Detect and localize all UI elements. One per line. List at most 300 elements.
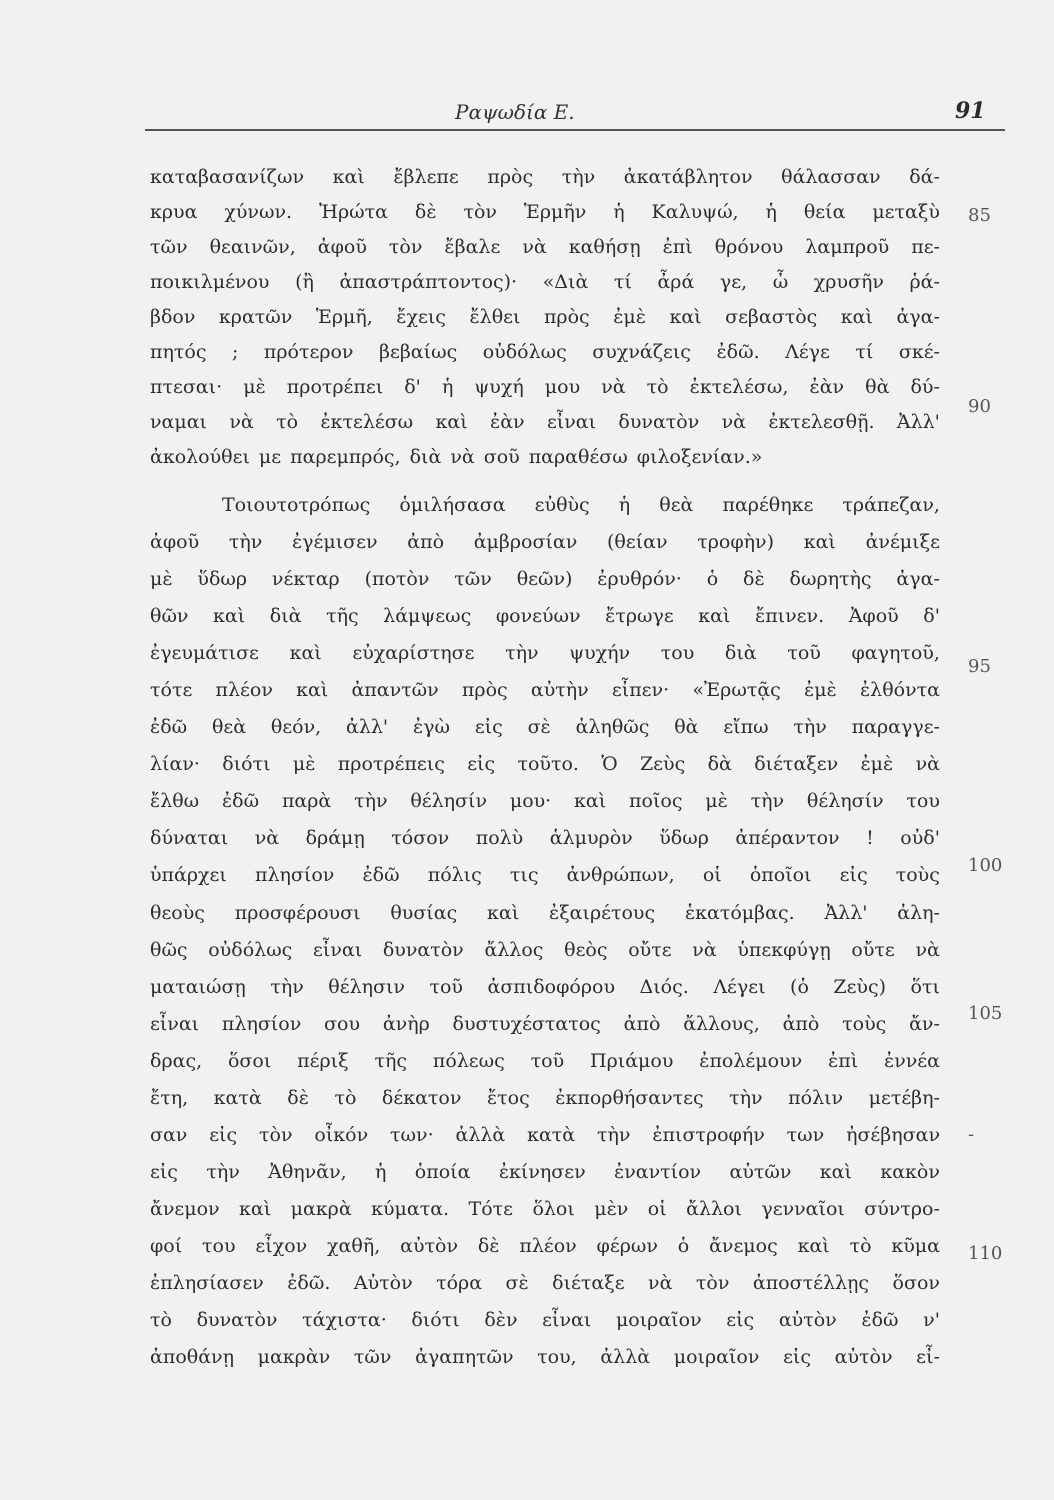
text-line <box>150 373 940 401</box>
word: κρυα <box>150 201 198 223</box>
word: σκέ- <box>898 341 940 363</box>
word: ἐναντίον <box>614 1161 702 1183</box>
word: ἐννέα <box>884 1050 940 1072</box>
word: θεία <box>803 201 846 223</box>
word: τόρα <box>436 1272 483 1294</box>
word: φαγητοῦ, <box>851 642 940 664</box>
word: αὐτὸν <box>400 1235 458 1257</box>
word: ἀλλ' <box>346 716 389 738</box>
word: θὰ <box>674 716 699 738</box>
word: ψυχήν <box>569 642 631 664</box>
word: καὶ <box>289 642 322 664</box>
word: τράπεζαν, <box>842 494 940 516</box>
word: εὐχαρίστησε <box>352 642 475 664</box>
word: ἔτος <box>486 1087 530 1109</box>
word: Αὐτὸν <box>353 1272 413 1294</box>
word: καὶ <box>213 605 246 627</box>
word: τῆς <box>326 605 359 627</box>
word: ψυχή <box>474 376 524 398</box>
word: ἐξαιρέτους <box>549 902 656 924</box>
word: φοί <box>150 1235 183 1257</box>
word: ἀπὸ <box>623 1013 661 1035</box>
text-line <box>150 303 940 331</box>
word: δυνατὸν <box>196 1309 278 1331</box>
word: θέλησίν <box>806 790 884 812</box>
word: διέταξεν <box>754 753 839 775</box>
word: Ἑρμῆν <box>523 201 587 223</box>
word: δὲ <box>477 1235 500 1257</box>
word: τὴν <box>729 1087 763 1109</box>
word: ἀπὸ <box>782 1013 820 1035</box>
word: πε- <box>911 236 940 258</box>
word: δ' <box>404 376 421 398</box>
word: ἀγαπητῶν <box>415 1346 514 1368</box>
word: ἀπέραντον <box>735 827 840 849</box>
word: ὁποία <box>414 1161 471 1183</box>
word: ἐπὶ <box>828 1050 859 1072</box>
text-line <box>150 639 940 667</box>
word: τάχιστα· <box>302 1309 387 1331</box>
word: ὑπάρχει <box>150 864 227 886</box>
word: εὐθὺς <box>534 494 590 516</box>
word: ἔβαλε <box>444 236 501 258</box>
word: εἶ- <box>916 1346 940 1368</box>
word: μὲν <box>594 1198 629 1220</box>
text-line <box>150 565 940 593</box>
word: τὸ <box>276 411 299 433</box>
word: τὴν <box>505 642 539 664</box>
word: ἀνθρώπων, <box>566 864 675 886</box>
text-line <box>150 1269 940 1297</box>
word: ὅτι <box>910 976 940 998</box>
word: πτεσαι· <box>150 376 223 398</box>
word: εἶναι <box>542 1309 592 1331</box>
word: θεόν, <box>270 716 322 738</box>
word: καὶ <box>574 790 607 812</box>
word: του <box>202 1235 236 1257</box>
word: αὐτῶν <box>729 1161 792 1183</box>
word: τὴν <box>206 1161 240 1183</box>
word: δυνατὸν <box>382 939 464 961</box>
word: μετέβη- <box>868 1087 940 1109</box>
word: καὶ <box>669 306 702 328</box>
word: δ' <box>923 605 940 627</box>
word: σὲ <box>527 716 551 738</box>
word: τὸν <box>463 201 497 223</box>
text-line <box>150 750 940 778</box>
word: πρότερον <box>263 341 354 363</box>
text-line <box>150 163 940 191</box>
running-header-title: Ραψωδία Ε. <box>455 100 575 124</box>
word: ἐγέμισεν <box>291 531 378 553</box>
word: δυστυχέστατος <box>452 1013 601 1035</box>
word: τὴν <box>597 1124 631 1146</box>
word: πλησίον <box>254 864 335 886</box>
word: ἐπλησίασεν <box>150 1272 264 1294</box>
word: εἶχον <box>255 1235 308 1257</box>
text-line <box>150 1158 940 1186</box>
word: νὰ <box>692 939 717 961</box>
word: θρόνου <box>714 236 784 258</box>
word: παραθέσω <box>528 446 628 468</box>
word: σου <box>324 1013 361 1035</box>
word: τί <box>613 271 632 293</box>
word: καὶ <box>332 166 365 188</box>
word: μακρὰν <box>257 1346 331 1368</box>
word: εἰς <box>839 864 868 886</box>
word: παραγγε- <box>851 716 940 738</box>
word: με <box>258 446 282 468</box>
word: σύντρο- <box>864 1198 940 1220</box>
text-line <box>150 676 940 704</box>
word: σοῦ <box>483 446 520 468</box>
word: χρυσῆν <box>813 271 884 293</box>
word: Ἀλλ' <box>896 411 940 433</box>
word: ἔπινεν. <box>755 605 825 627</box>
word: νὰ <box>522 236 547 258</box>
word: ἄνεμον <box>150 1198 220 1220</box>
word: ἀκατάβλητον <box>623 166 753 188</box>
text-line <box>150 1232 940 1260</box>
word: πόλεως <box>432 1050 505 1072</box>
word: κατὰ <box>527 1124 576 1146</box>
word: διὰ <box>409 446 442 468</box>
word: ἡ <box>375 1161 387 1183</box>
word: ἔλθει <box>469 306 521 328</box>
word: θεὰ <box>659 494 694 516</box>
word: ὕδωρ <box>659 827 709 849</box>
word: τὴν <box>793 716 827 738</box>
word: κακὸν <box>880 1161 940 1183</box>
word: ἁλμυρὸν <box>549 827 633 849</box>
text-line <box>150 408 940 436</box>
word: ἐὰν <box>490 411 525 433</box>
line-number: 90 <box>968 396 991 417</box>
word: τὴν <box>270 976 304 998</box>
text-line <box>150 973 940 1001</box>
word: ὁ <box>677 1235 690 1257</box>
word: ποικιλμένου <box>150 271 270 293</box>
word: Ἑρμῆ, <box>315 306 373 328</box>
word: ἄλλοι <box>686 1198 742 1220</box>
word: ἑκατόμβας. <box>684 902 795 924</box>
word: καὶ <box>296 679 329 701</box>
word: του <box>660 642 695 664</box>
text-line <box>150 1343 940 1371</box>
word: δυνατὸν <box>618 411 700 433</box>
word: (ἢ <box>295 271 314 293</box>
word: ἡ <box>441 376 454 398</box>
word: καθήσῃ <box>568 236 641 258</box>
word: εἴπω <box>723 716 769 738</box>
word: θὰ <box>865 376 890 398</box>
word: καὶ <box>698 605 731 627</box>
text-line <box>150 1121 940 1149</box>
word: ἐδῶ. <box>716 341 760 363</box>
word: θεὰ <box>211 716 247 738</box>
word: διὰ <box>724 642 757 664</box>
word: οὔτε <box>851 939 895 961</box>
text-line <box>150 198 940 226</box>
word: Ζεὺς <box>639 753 686 775</box>
word: μου· <box>509 790 552 812</box>
word: δρας, <box>150 1050 203 1072</box>
word: ἀφοῦ <box>317 236 367 258</box>
word: προτρέπει <box>286 376 384 398</box>
word: μοιραῖον <box>615 1309 702 1331</box>
word: πλέον <box>215 679 273 701</box>
word: τοῦτο. <box>517 753 579 775</box>
word: Ἀφοῦ <box>848 605 899 627</box>
word: ἔτη, <box>150 1087 189 1109</box>
text-line <box>150 233 940 261</box>
word: ἔλθω <box>150 790 200 812</box>
word: εἶναι <box>150 1013 200 1035</box>
word: Τοιουτοτρόπως <box>222 494 371 516</box>
word: βεβαίως <box>379 341 458 363</box>
text-line <box>150 268 940 296</box>
word: μὲ <box>243 376 266 398</box>
word: ἄλλους, <box>683 1013 760 1035</box>
word: ἐὰν <box>809 376 845 398</box>
text-line <box>150 443 940 471</box>
word: δὲ <box>414 201 437 223</box>
word: τὴν <box>750 790 785 812</box>
word: ἠσέβησαν <box>846 1124 940 1146</box>
word: οὐδόλως <box>482 341 567 363</box>
word: οὐδόλως <box>208 939 293 961</box>
word: αὐτὸν <box>778 1309 837 1331</box>
word: «Ἐρωτᾷς <box>692 679 781 701</box>
word: μεταξὺ <box>872 201 940 223</box>
word: Πριάμου <box>590 1050 674 1072</box>
word: ἀνὴρ <box>382 1013 430 1035</box>
word: Λέγει <box>713 976 766 998</box>
word: κῦμα <box>891 1235 940 1257</box>
word: θῶς <box>150 939 188 961</box>
word: ἐπολέμουν <box>699 1050 803 1072</box>
line-number: - <box>968 1124 975 1145</box>
word: ἐκτελεσθῇ. <box>768 411 875 433</box>
line-number: 105 <box>968 1003 1003 1024</box>
word: δέκατον <box>381 1087 462 1109</box>
word: διὰ <box>269 605 302 627</box>
word: μοιραῖον <box>673 1346 760 1368</box>
word: ἐμὲ <box>613 306 646 328</box>
text-line <box>150 1010 940 1038</box>
word: κρατῶν <box>218 306 293 328</box>
word: ἐμὲ <box>804 679 837 701</box>
word: ἀγα- <box>896 568 940 590</box>
word: καὶ <box>239 1198 272 1220</box>
word: τροφὴν) <box>697 531 775 553</box>
word: καὶ <box>797 1235 830 1257</box>
word: μὲ <box>705 790 728 812</box>
word: παρὰ <box>281 790 332 812</box>
word: πλέον <box>519 1235 577 1257</box>
word: νὰ <box>721 411 747 433</box>
line-number: 85 <box>968 205 991 226</box>
word: ἐπιστροφήν <box>652 1124 765 1146</box>
word: φέρων <box>596 1235 658 1257</box>
word: νὰ <box>915 939 940 961</box>
word: διότι <box>411 1309 460 1331</box>
word: πόλιν <box>788 1087 844 1109</box>
word: δὰ <box>707 753 732 775</box>
word: ἐδῶ <box>221 790 260 812</box>
word: θεοὺς <box>150 902 205 924</box>
word: (ὁ <box>790 976 809 998</box>
word: ἐκτελέσω, <box>689 376 789 398</box>
word: ἀπὸ <box>407 531 445 553</box>
word: διότι <box>222 753 271 775</box>
word: οἶκόν <box>314 1124 369 1146</box>
word: τοὺς <box>895 864 940 886</box>
word: θάλασσαν <box>781 166 881 188</box>
word: εἰς <box>474 716 503 738</box>
word: μὲ <box>292 753 316 775</box>
word: τὸν <box>259 1124 293 1146</box>
word: ; <box>231 341 239 363</box>
word: ὦ <box>772 271 789 293</box>
word: πρὸς <box>461 679 508 701</box>
word: θῶν <box>150 605 189 627</box>
word: ἡ <box>618 494 631 516</box>
text-line <box>150 1084 940 1112</box>
word: ἐμὲ <box>860 753 894 775</box>
word: νὰ <box>229 411 254 433</box>
word: ὅλοι <box>532 1198 575 1220</box>
word: ὁμιλήσασα <box>399 494 506 516</box>
word: καὶ <box>435 411 468 433</box>
word: ὕδωρ <box>197 568 248 590</box>
word: τὸν <box>388 236 423 258</box>
word: διέταξε <box>552 1272 625 1294</box>
word: δὲ <box>287 1087 309 1109</box>
text-line <box>150 899 940 927</box>
word: Ζεὺς) <box>833 976 887 998</box>
text-line <box>150 338 940 366</box>
word: δά- <box>909 166 940 188</box>
word: ἀπαστράπτοντος)· <box>339 271 518 293</box>
line-number: 95 <box>968 656 991 677</box>
word: ἀποθάνῃ <box>150 1346 234 1368</box>
word: ἀκολούθει <box>150 446 250 468</box>
word: πρὸς <box>487 166 534 188</box>
word: ἐγευμάτισε <box>150 642 259 664</box>
word: τὴν <box>561 166 596 188</box>
text-line <box>150 1306 940 1334</box>
word: ἀλλὰ <box>600 1346 651 1368</box>
word: Τότε <box>468 1198 513 1220</box>
word: τῶν <box>150 236 188 258</box>
text-line <box>150 528 940 556</box>
word: ἆρά <box>657 271 695 293</box>
word: θέλησιν <box>328 976 405 998</box>
word: τὴν <box>354 790 388 812</box>
word: τῆς <box>374 1050 407 1072</box>
word: πητός <box>150 341 207 363</box>
word: δὲ <box>743 568 765 590</box>
word: θέλησίν <box>410 790 488 812</box>
word: ἀλλὰ <box>455 1124 506 1146</box>
word: λίαν· <box>150 753 200 775</box>
word: θυσίας <box>390 902 458 924</box>
word: δωρητὴς <box>789 568 872 590</box>
word: (θείαν <box>607 531 668 553</box>
word: γενναῖοι <box>761 1198 845 1220</box>
word: τὴν <box>228 531 263 553</box>
word: ἀποστέλλῃς <box>752 1272 870 1294</box>
word: θεαινῶν, <box>209 236 296 258</box>
word: καὶ <box>803 531 836 553</box>
word: ἐρυθρόν· <box>597 568 682 590</box>
word: τοὺς <box>842 1013 887 1035</box>
word: ἔβλεπε <box>393 166 459 188</box>
word: ὁ <box>706 568 719 590</box>
word: λάμψεως <box>383 605 472 627</box>
word: τόσον <box>391 827 450 849</box>
word: ἐκπορθήσαντες <box>555 1087 704 1109</box>
word: καὶ <box>840 306 873 328</box>
word: καὶ <box>819 1161 852 1183</box>
word: ἐδῶ <box>150 716 188 738</box>
text-line <box>150 936 940 964</box>
word: νὰ <box>601 376 626 398</box>
text-line <box>150 713 940 741</box>
word: νέκταρ <box>271 568 340 590</box>
word: ν' <box>923 1309 940 1331</box>
word: εἶναι <box>313 939 363 961</box>
word: χαθῆ, <box>327 1235 381 1257</box>
word: ἐλθόντα <box>859 679 940 701</box>
word: ἀνέμιξε <box>865 531 940 553</box>
word: πέριξ <box>297 1050 349 1072</box>
word: ὑπεκφύγῃ <box>737 939 831 961</box>
word: «Διὰ <box>542 271 589 293</box>
word: Ἀθηνᾶν, <box>268 1161 347 1183</box>
word: τις <box>509 864 539 886</box>
word: ἀσπιδοφόρου <box>487 976 616 998</box>
word: γε, <box>719 271 748 293</box>
word: Λέγε <box>785 341 830 363</box>
word: πολὺ <box>475 827 524 849</box>
word: πρὸς <box>543 306 590 328</box>
word: οὔτε <box>628 939 672 961</box>
word: ἄνεμος <box>709 1235 778 1257</box>
text-line <box>150 1195 940 1223</box>
page-number: 91 <box>955 98 986 124</box>
word: φιλοξενίαν.» <box>636 446 763 468</box>
word: προτρέπεις <box>337 753 445 775</box>
word: ἡ <box>613 201 625 223</box>
word: Διός. <box>639 976 689 998</box>
word: τοῦ <box>787 642 821 664</box>
word: συχνάζεις <box>592 341 691 363</box>
word: πλησίον <box>221 1013 302 1035</box>
word: ποῖος <box>629 790 683 812</box>
word: ὁποῖοι <box>749 864 812 886</box>
word: Ἠρώτα <box>318 201 388 223</box>
word: ἐγὼ <box>412 716 451 738</box>
word: καὶ <box>487 902 520 924</box>
word: μὲ <box>150 568 173 590</box>
word: μου <box>544 376 581 398</box>
word: ὅσον <box>892 1272 940 1294</box>
word: νὰ <box>450 446 475 468</box>
word: θεῶν) <box>516 568 573 590</box>
word: τῶν <box>353 1346 392 1368</box>
